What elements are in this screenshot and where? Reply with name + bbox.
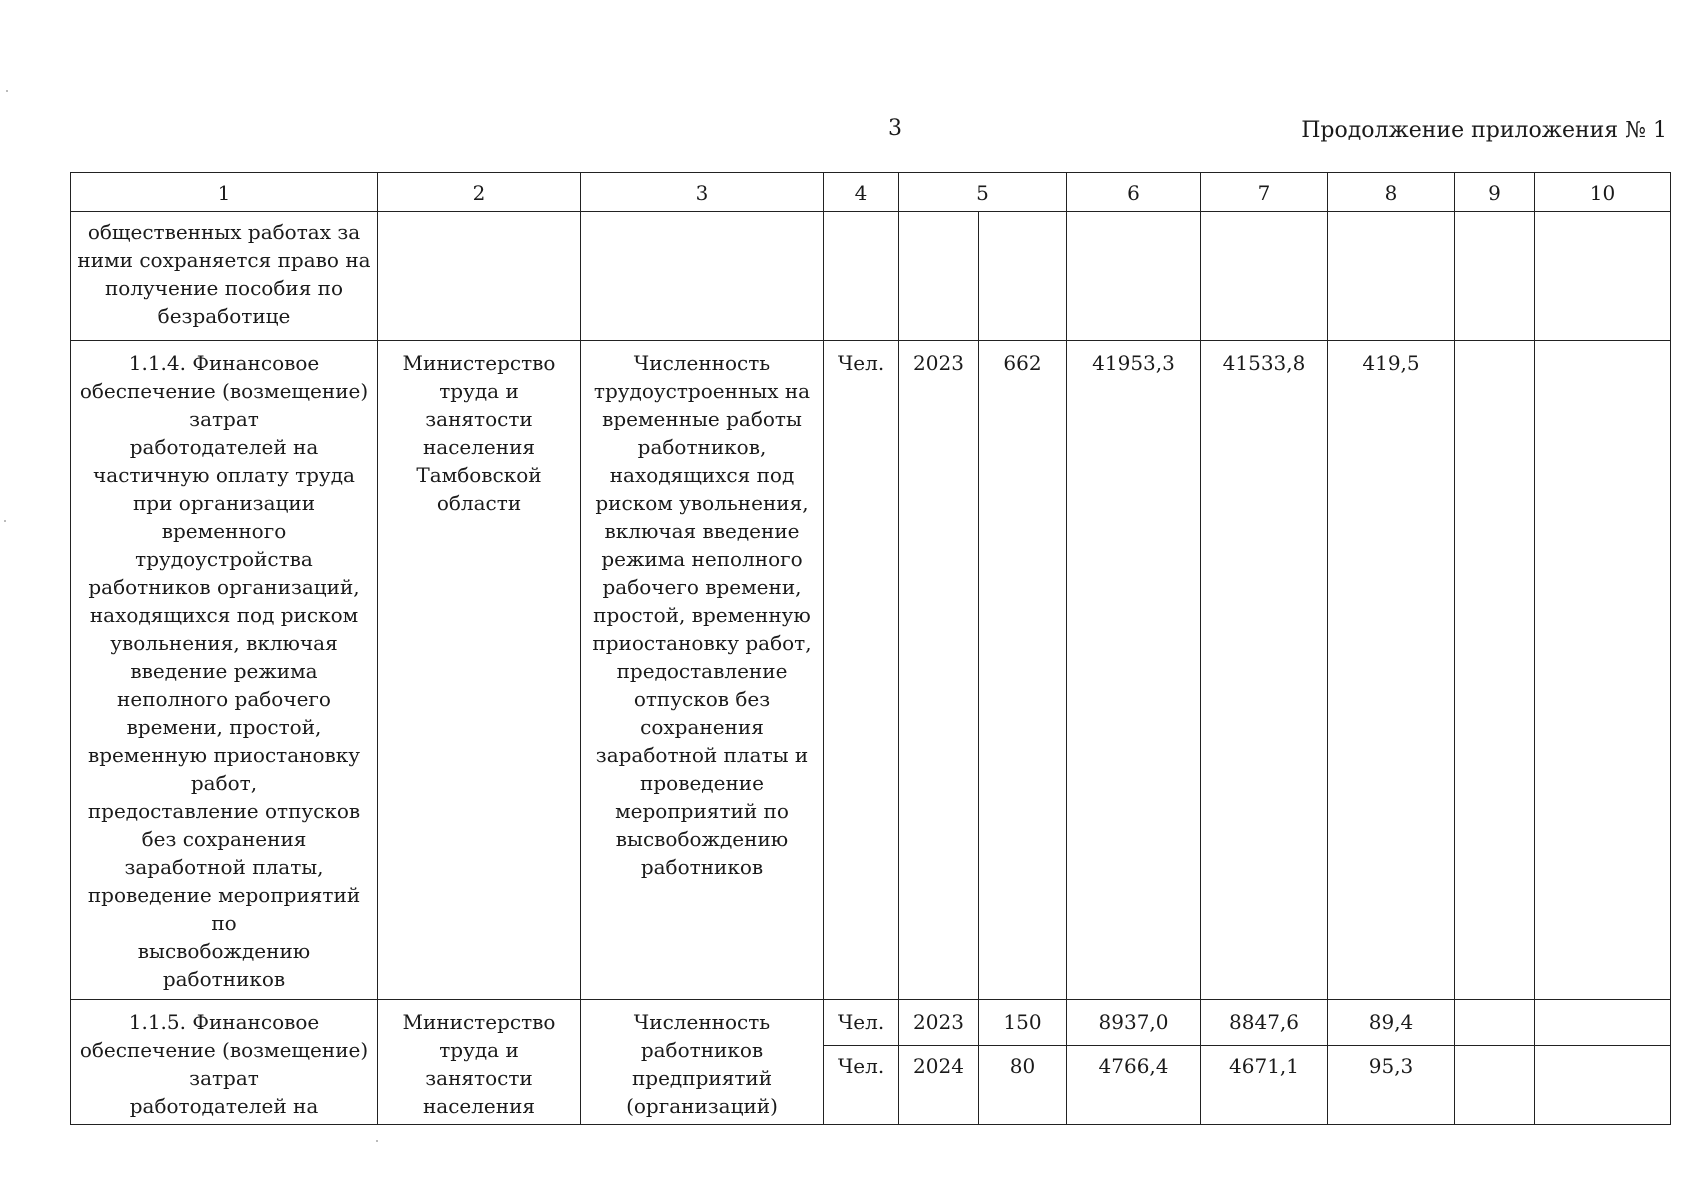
cell-col7: 41533,8 — [1201, 341, 1328, 1000]
cell-value: 80 — [979, 1045, 1067, 1124]
column-header: 3 — [581, 173, 824, 212]
cell-col9 — [1455, 1045, 1535, 1124]
cell-unit: Чел. — [824, 341, 899, 1000]
cell-col8: 89,4 — [1328, 1000, 1455, 1046]
cell-col10 — [1535, 1000, 1671, 1046]
page-number: 3 — [888, 116, 902, 141]
cell-measure-name: 1.1.4. Финансовое обеспечение (возмещение) затрат работодателей на частичную оплату труда при организации временного трудоустройства работников организаций, находящихся под риском увольнения, включая введение режима неполного рабочего времени, простой, временную приостановку работ, предоставление отпусков без сохранения заработной платы, проведение мероприятий по высвобождению работников — [71, 341, 378, 1000]
cell-year: 2023 — [899, 1000, 979, 1046]
cell-col8 — [1328, 212, 1455, 341]
column-header: 1 — [71, 173, 378, 212]
cell-measure-name: общественных работах за ними сохраняется право на получение пособия по безработице — [71, 212, 378, 341]
data-table — [70, 172, 1671, 1125]
cell-col7 — [1201, 212, 1328, 341]
cell-col7: 4671,1 — [1201, 1045, 1328, 1124]
cell-executor — [378, 212, 581, 341]
cell-unit: Чел. — [824, 1045, 899, 1124]
continuation-label: Продолжение приложения № 1 — [1301, 118, 1667, 143]
cell-col8: 419,5 — [1328, 341, 1455, 1000]
scan-speck — [4, 520, 6, 522]
cell-col8: 95,3 — [1328, 1045, 1455, 1124]
cell-unit — [824, 212, 899, 341]
column-header: 10 — [1535, 173, 1671, 212]
column-header: 6 — [1067, 173, 1201, 212]
cell-col6 — [1067, 212, 1201, 341]
cell-year: 2023 — [899, 341, 979, 1000]
cell-col6: 4766,4 — [1067, 1045, 1201, 1124]
cell-indicator — [581, 212, 824, 341]
table-row — [71, 212, 1671, 341]
cell-col9 — [1455, 341, 1535, 1000]
cell-col7: 8847,6 — [1201, 1000, 1328, 1046]
table-row — [71, 1000, 1671, 1046]
cell-col9 — [1455, 212, 1535, 341]
cell-value: 150 — [979, 1000, 1067, 1046]
cell-indicator: Численность работников предприятий (организаций) — [581, 1000, 824, 1125]
table-header-row — [71, 173, 1671, 212]
cell-col6: 41953,3 — [1067, 341, 1201, 1000]
cell-measure-name: 1.1.5. Финансовое обеспечение (возмещение) затрат работодателей на — [71, 1000, 378, 1125]
cell-executor: Министерство труда и занятости населения Тамбовской области — [378, 341, 581, 1000]
table-row — [71, 341, 1671, 1000]
cell-col6: 8937,0 — [1067, 1000, 1201, 1046]
cell-value — [979, 212, 1067, 341]
column-header: 4 — [824, 173, 899, 212]
cell-indicator: Численность трудоустроенных на временные работы работников, находящихся под риском увольнения, включая введение режима неполного рабочего времени, простой, временную приостановку работ, предоставление отпусков без сохранения заработной платы и проведение мероприятий по высвобождению работников — [581, 341, 824, 1000]
column-header: 9 — [1455, 173, 1535, 212]
cell-unit: Чел. — [824, 1000, 899, 1046]
cell-col9 — [1455, 1000, 1535, 1046]
column-header: 8 — [1328, 173, 1455, 212]
cell-year: 2024 — [899, 1045, 979, 1124]
scan-speck — [6, 90, 8, 92]
column-header: 2 — [378, 173, 581, 212]
cell-year — [899, 212, 979, 341]
cell-executor: Министерство труда и занятости населения — [378, 1000, 581, 1125]
column-header: 7 — [1201, 173, 1328, 212]
cell-col10 — [1535, 341, 1671, 1000]
cell-value: 662 — [979, 341, 1067, 1000]
cell-col10 — [1535, 212, 1671, 341]
scan-speck — [376, 1140, 378, 1142]
column-header: 5 — [899, 173, 1067, 212]
cell-col10 — [1535, 1045, 1671, 1124]
